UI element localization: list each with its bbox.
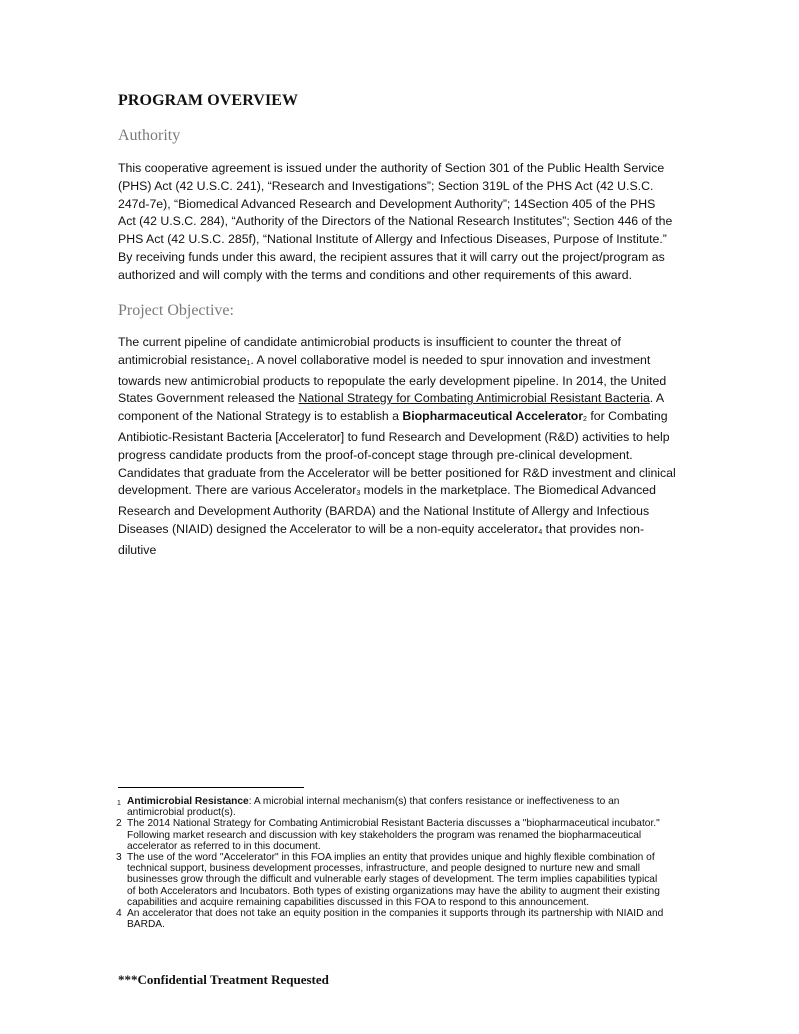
- objective-line: towards new antimicrobial products to repopulate the early development pipeline. In 2014, the United: [118, 373, 667, 388]
- objective-paragraph: [118, 334, 688, 560]
- text-run: . A: [649, 391, 665, 406]
- footnote-ref-3[interactable]: 3: [356, 490, 361, 498]
- objective-line: [118, 521, 688, 542]
- objective-line: dilutive: [118, 542, 157, 557]
- footnote-number: 3: [116, 852, 122, 864]
- authority-line: This cooperative agreement is issued under the authority of Section 301 of the Public Health Service: [118, 161, 665, 175]
- page-title: PROGRAM OVERVIEW: [118, 92, 299, 109]
- footnote-1: [114, 796, 684, 818]
- footnote-line: The 2014 National Strategy for Combating Antimicrobial Resistant Bacteria discusses a "biopharmaceutical incubator.": [127, 818, 660, 830]
- objective-line: progress candidate products from the proof-of-concept stage through pre-clinical development.: [118, 447, 633, 462]
- footnote-line: technical support, business development processes, infrastructure, and people designed to nurture new and small: [127, 863, 641, 875]
- text-run: Diseases (NIAID) designed the Accelerator to will be a non-equity accelerator: [118, 521, 539, 536]
- footnote-number: 4: [116, 908, 122, 920]
- objective-line: [118, 352, 688, 373]
- national-strategy-link[interactable]: National Strategy for Combating Antimicrobial Resistant Bacteria: [298, 391, 650, 406]
- footnote-line: capabilities and acquire remaining capabilities discussed in this FOA to respond to this announcement.: [127, 896, 590, 908]
- objective-line: [118, 390, 688, 408]
- objective-line: [118, 482, 688, 503]
- text-run: development. There are various Accelerator: [118, 483, 357, 498]
- footnotes: [114, 796, 684, 930]
- text-run: States Government released the: [118, 391, 299, 406]
- authority-paragraph: [118, 160, 688, 285]
- footnote-line: BARDA.: [127, 919, 165, 931]
- text-run: for Combating: [586, 409, 668, 424]
- footnote-line: businesses grow through the difficult and vulnerable early stages of development. The term implies capabilities typical: [127, 874, 658, 886]
- footnote-2: [114, 818, 684, 852]
- footnote-line: of both Accelerators and Incubators. Both types of existing organizations may have the ability to augment their existing: [127, 885, 660, 897]
- authority-line: Act (42 U.S.C. 284), “Authority of the Directors of the National Research Institutes”; Section 446 of the: [118, 214, 673, 229]
- text-run: . A novel collaborative model is needed to spur innovation and investment: [250, 352, 651, 367]
- objective-line: The current pipeline of candidate antimicrobial products is insufficient to counter the threat of: [118, 335, 621, 349]
- footnote-line: The use of the word "Accelerator" in this FOA implies an entity that provides unique and highly flexible combination of: [127, 852, 655, 864]
- authority-line: 247d-7e), “Biomedical Advanced Research and Development Authority”; 14Section 405 of the PHS: [118, 196, 656, 211]
- footnote-ref-4[interactable]: 4: [538, 528, 543, 536]
- text-run: component of the National Strategy is to establish a: [118, 409, 403, 424]
- objective-line: [118, 408, 688, 429]
- footnote-line: An accelerator that does not take an equity position in the companies it supports through its partnership with NIAID and: [127, 908, 664, 920]
- footnote-line: antimicrobial product(s).: [127, 807, 236, 819]
- footnote-line: accelerator as referred to in this document.: [127, 840, 321, 852]
- section-heading-authority: Authority: [118, 127, 181, 144]
- footnote-number: 2: [116, 818, 122, 830]
- footnote-line: Following market research and discussion with key stakeholders the program was renamed the biopharmaceutical: [127, 829, 642, 841]
- footnote-line: [127, 796, 684, 807]
- footnote-ref-1[interactable]: 1: [246, 359, 251, 367]
- footnote-4: [114, 908, 684, 930]
- text-run: models in the marketplace. The Biomedical Advanced: [360, 483, 656, 498]
- objective-line: Candidates that graduate from the Accelerator will be better positioned for R&D investment and clinical: [118, 465, 676, 480]
- biopharmaceutical-accelerator-term: Biopharmaceutical Accelerator: [402, 409, 584, 424]
- footnote-term: Antimicrobial Resistance: [127, 796, 249, 807]
- authority-line: authorized and will comply with the terms and conditions and other requirements of this award.: [118, 267, 633, 282]
- confidentiality-footer: ***Confidential Treatment Requested: [118, 972, 329, 987]
- objective-line: Antibiotic-Resistant Bacteria [Accelerator] to fund Research and Development (R&D) activities to help: [118, 429, 670, 444]
- text-run: that provides non-: [542, 521, 645, 536]
- text-run: : A microbial internal mechanism(s) that confers resistance or ineffectiveness to an: [248, 796, 620, 807]
- authority-line: By receiving funds under this award, the recipient assures that it will carry out the project/program as: [118, 249, 665, 264]
- footnote-number: 1: [117, 800, 121, 807]
- footnote-separator: [118, 787, 304, 788]
- section-heading-project-objective: Project Objective:: [118, 302, 234, 319]
- text-run: antimicrobial resistance: [118, 352, 247, 367]
- footnote-3: [114, 852, 684, 908]
- authority-line: (PHS) Act (42 U.S.C. 241), “Research and Investigations”; Section 319L of the PHS Act (42 U.S.C.: [118, 178, 654, 193]
- objective-line: Research and Development Authority (BARDA) and the National Institute of Allergy and Infectious: [118, 504, 650, 519]
- footnote-ref-2[interactable]: 2: [583, 416, 587, 424]
- authority-line: PHS Act (42 U.S.C. 285f), “National Institute of Allergy and Infectious Diseases, Purpose of Institute.”: [118, 232, 667, 247]
